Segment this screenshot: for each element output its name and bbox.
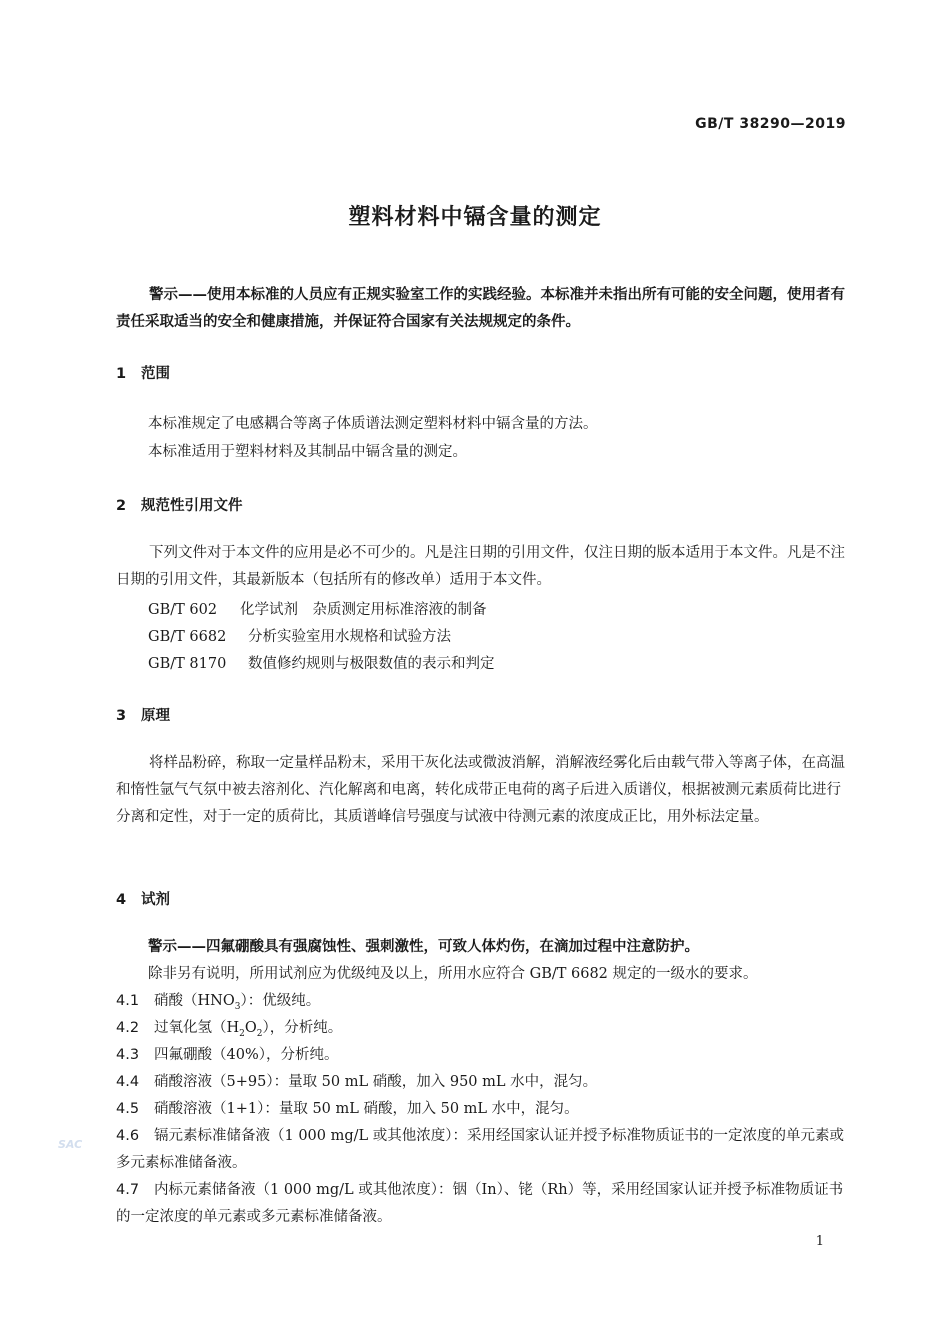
reference-item xyxy=(148,652,495,673)
scope-paragraph-2: 本标准适用于塑料材料及其制品中镉含量的测定。 xyxy=(148,444,467,460)
section-title: 规范性引用文件 xyxy=(141,498,243,514)
item-text: 硝酸溶液（5+95）：量取 50 mL 硝酸，加入 950 mL 水中，混匀。 xyxy=(154,1074,598,1090)
page-number: 1 xyxy=(815,1234,824,1249)
reagent-item-4-5 xyxy=(116,1096,850,1123)
reagent-intro: 除非另有说明，所用试剂应为优级纯及以上，所用水应符合 GB/T 6682 规定的一级水的要求。 xyxy=(148,966,758,982)
item-text: 镉元素标准储备液（1 000 mg/L 或其他浓度）：采用经国家认证并授予标准物质证书的一定浓度的单元素或多元素标准储备液。 xyxy=(116,1128,845,1171)
reference-code: GB/T 8170 xyxy=(148,656,227,672)
reference-item xyxy=(148,625,451,646)
reference-title: 分析实验室用水规格和试验方法 xyxy=(248,629,451,645)
reference-title: 化学试剂 杂质测定用标准溶液的制备 xyxy=(240,602,487,618)
item-number: 4.4 xyxy=(116,1074,140,1090)
item-text: 硝酸$(HNO_3)$：优级纯。 xyxy=(154,993,321,1012)
reagent-item-4-4 xyxy=(116,1069,850,1096)
item-number: 4.1 xyxy=(116,993,140,1009)
section-number: 1 xyxy=(116,366,127,382)
reference-item xyxy=(148,598,487,619)
reagent-item-4-6 xyxy=(116,1123,850,1177)
item-number: 4.3 xyxy=(116,1047,140,1063)
item-text: 过氧化氢$(H_2O_2)$，分析纯。 xyxy=(154,1020,343,1039)
section-title: 原理 xyxy=(141,708,170,724)
reagent-item-4-7 xyxy=(116,1177,850,1231)
item-number: 4.7 xyxy=(116,1182,140,1198)
reagent-item-4-3 xyxy=(116,1042,850,1069)
item-text: 硝酸溶液（1+1）：量取 50 mL 硝酸，加入 50 mL 水中，混匀。 xyxy=(154,1101,579,1117)
item-text: 内标元素储备液（1 000 mg/L 或其他浓度）：铟（In）、铑（Rh）等，采用经国家认证并授予标准物质证书的一定浓度的单元素或多元素标准储备液。 xyxy=(116,1182,844,1225)
references-intro: 下列文件对于本文件的应用是必不可少的。凡是注日期的引用文件，仅注日期的版本适用于本文件。凡是不注日期的引用文件，其最新版本（包括所有的修改单）适用于本文件。 xyxy=(116,545,845,588)
section-number: 4 xyxy=(116,892,127,908)
reagent-warning: 警示——四氟硼酸具有强腐蚀性、强刺激性，可致人体灼伤，在滴加过程中注意防护。 xyxy=(148,939,699,955)
item-number: 4.6 xyxy=(116,1128,140,1144)
reference-title: 数值修约规则与极限数值的表示和判定 xyxy=(248,656,495,672)
section-title: 试剂 xyxy=(141,892,170,908)
reference-code: GB/T 6682 xyxy=(148,629,227,645)
scope-paragraph-1: 本标准规定了电感耦合等离子体质谱法测定塑料材料中镉含量的方法。 xyxy=(148,416,598,432)
section-number: 2 xyxy=(116,498,127,514)
section-3-heading xyxy=(116,704,170,725)
reference-code: GB/T 602 xyxy=(148,602,218,618)
section-number: 3 xyxy=(116,708,127,724)
section-1-heading xyxy=(116,362,170,383)
item-text: 四氟硼酸（40%），分析纯。 xyxy=(154,1047,339,1063)
section-2-heading xyxy=(116,494,243,515)
item-number: 4.5 xyxy=(116,1101,140,1117)
item-number: 4.2 xyxy=(116,1020,140,1036)
section-4-heading xyxy=(116,888,170,909)
document-title: 塑料材料中镉含量的测定 xyxy=(348,205,602,230)
safety-warning: 警示——使用本标准的人员应有正规实验室工作的实践经验。本标准并未指出所有可能的安全问题，使用者有责任采取适当的安全和健康措施，并保证符合国家有关法规规定的条件。 xyxy=(116,287,845,330)
section-title: 范围 xyxy=(141,366,170,382)
principle-paragraph: 将样品粉碎，称取一定量样品粉末，采用干灰化法或微波消解，消解液经雾化后由载气带入等离子体，在高温和惰性氩气气氛中被去溶剂化、汽化解离和电离，转化成带正电荷的离子后进入质谱仪，根据被测元素质荷比进行分离和定性，对于一定的质荷比，其质谱峰信号强度与试液中待测元素的浓度成正比，用外标法定量。 xyxy=(116,755,845,825)
watermark-logo: SAC xyxy=(58,1138,83,1151)
standard-code: GB/T 38290—2019 xyxy=(695,116,846,132)
